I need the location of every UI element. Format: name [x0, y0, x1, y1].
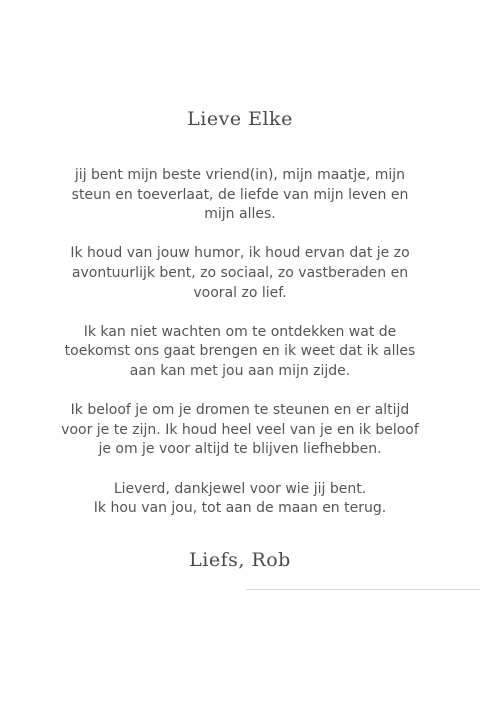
text-line: steun en toeverlaat, de liefde van mijn leven en: [71, 186, 409, 203]
paragraph: [58, 323, 422, 382]
text-line: Ik hou van jou, tot aan de maan en terug.: [93, 500, 387, 517]
letter-body: [58, 166, 422, 538]
greeting-heading: Lieve Elke: [187, 108, 293, 130]
text-line: vooral zo lief.: [193, 284, 287, 301]
text-line: voor je te zijn. Ik houd heel veel van je en ik beloof: [61, 421, 419, 438]
text-line: avontuurlijk bent, zo sociaal, zo vastberaden en: [71, 264, 409, 281]
text-line: Ik beloof je om je dromen te steunen en er altijd: [70, 402, 410, 419]
text-line: mijn alles.: [204, 206, 276, 223]
text-line: toekomst ons gaat brengen en ik weet dat ik alles: [64, 343, 416, 360]
paragraph: [58, 244, 422, 303]
paragraph: [58, 166, 422, 225]
text-line: aan kan met jou aan mijn zijde.: [129, 362, 351, 379]
paragraph: [58, 401, 422, 460]
text-line: Ik houd van jouw humor, ik houd ervan dat je zo: [70, 245, 410, 262]
text-line: Lieverd, dankjewel voor wie jij bent.: [113, 480, 367, 497]
text-line: je om je voor altijd te blijven liefhebben.: [98, 441, 382, 458]
text-line: Ik kan niet wachten om te ontdekken wat de: [83, 323, 397, 340]
paragraph: [58, 480, 422, 519]
divider-line: [246, 589, 480, 590]
text-line: jij bent mijn beste vriend(in), mijn maatje, mijn: [74, 167, 406, 183]
signoff-heading: Liefs, Rob: [189, 549, 291, 571]
